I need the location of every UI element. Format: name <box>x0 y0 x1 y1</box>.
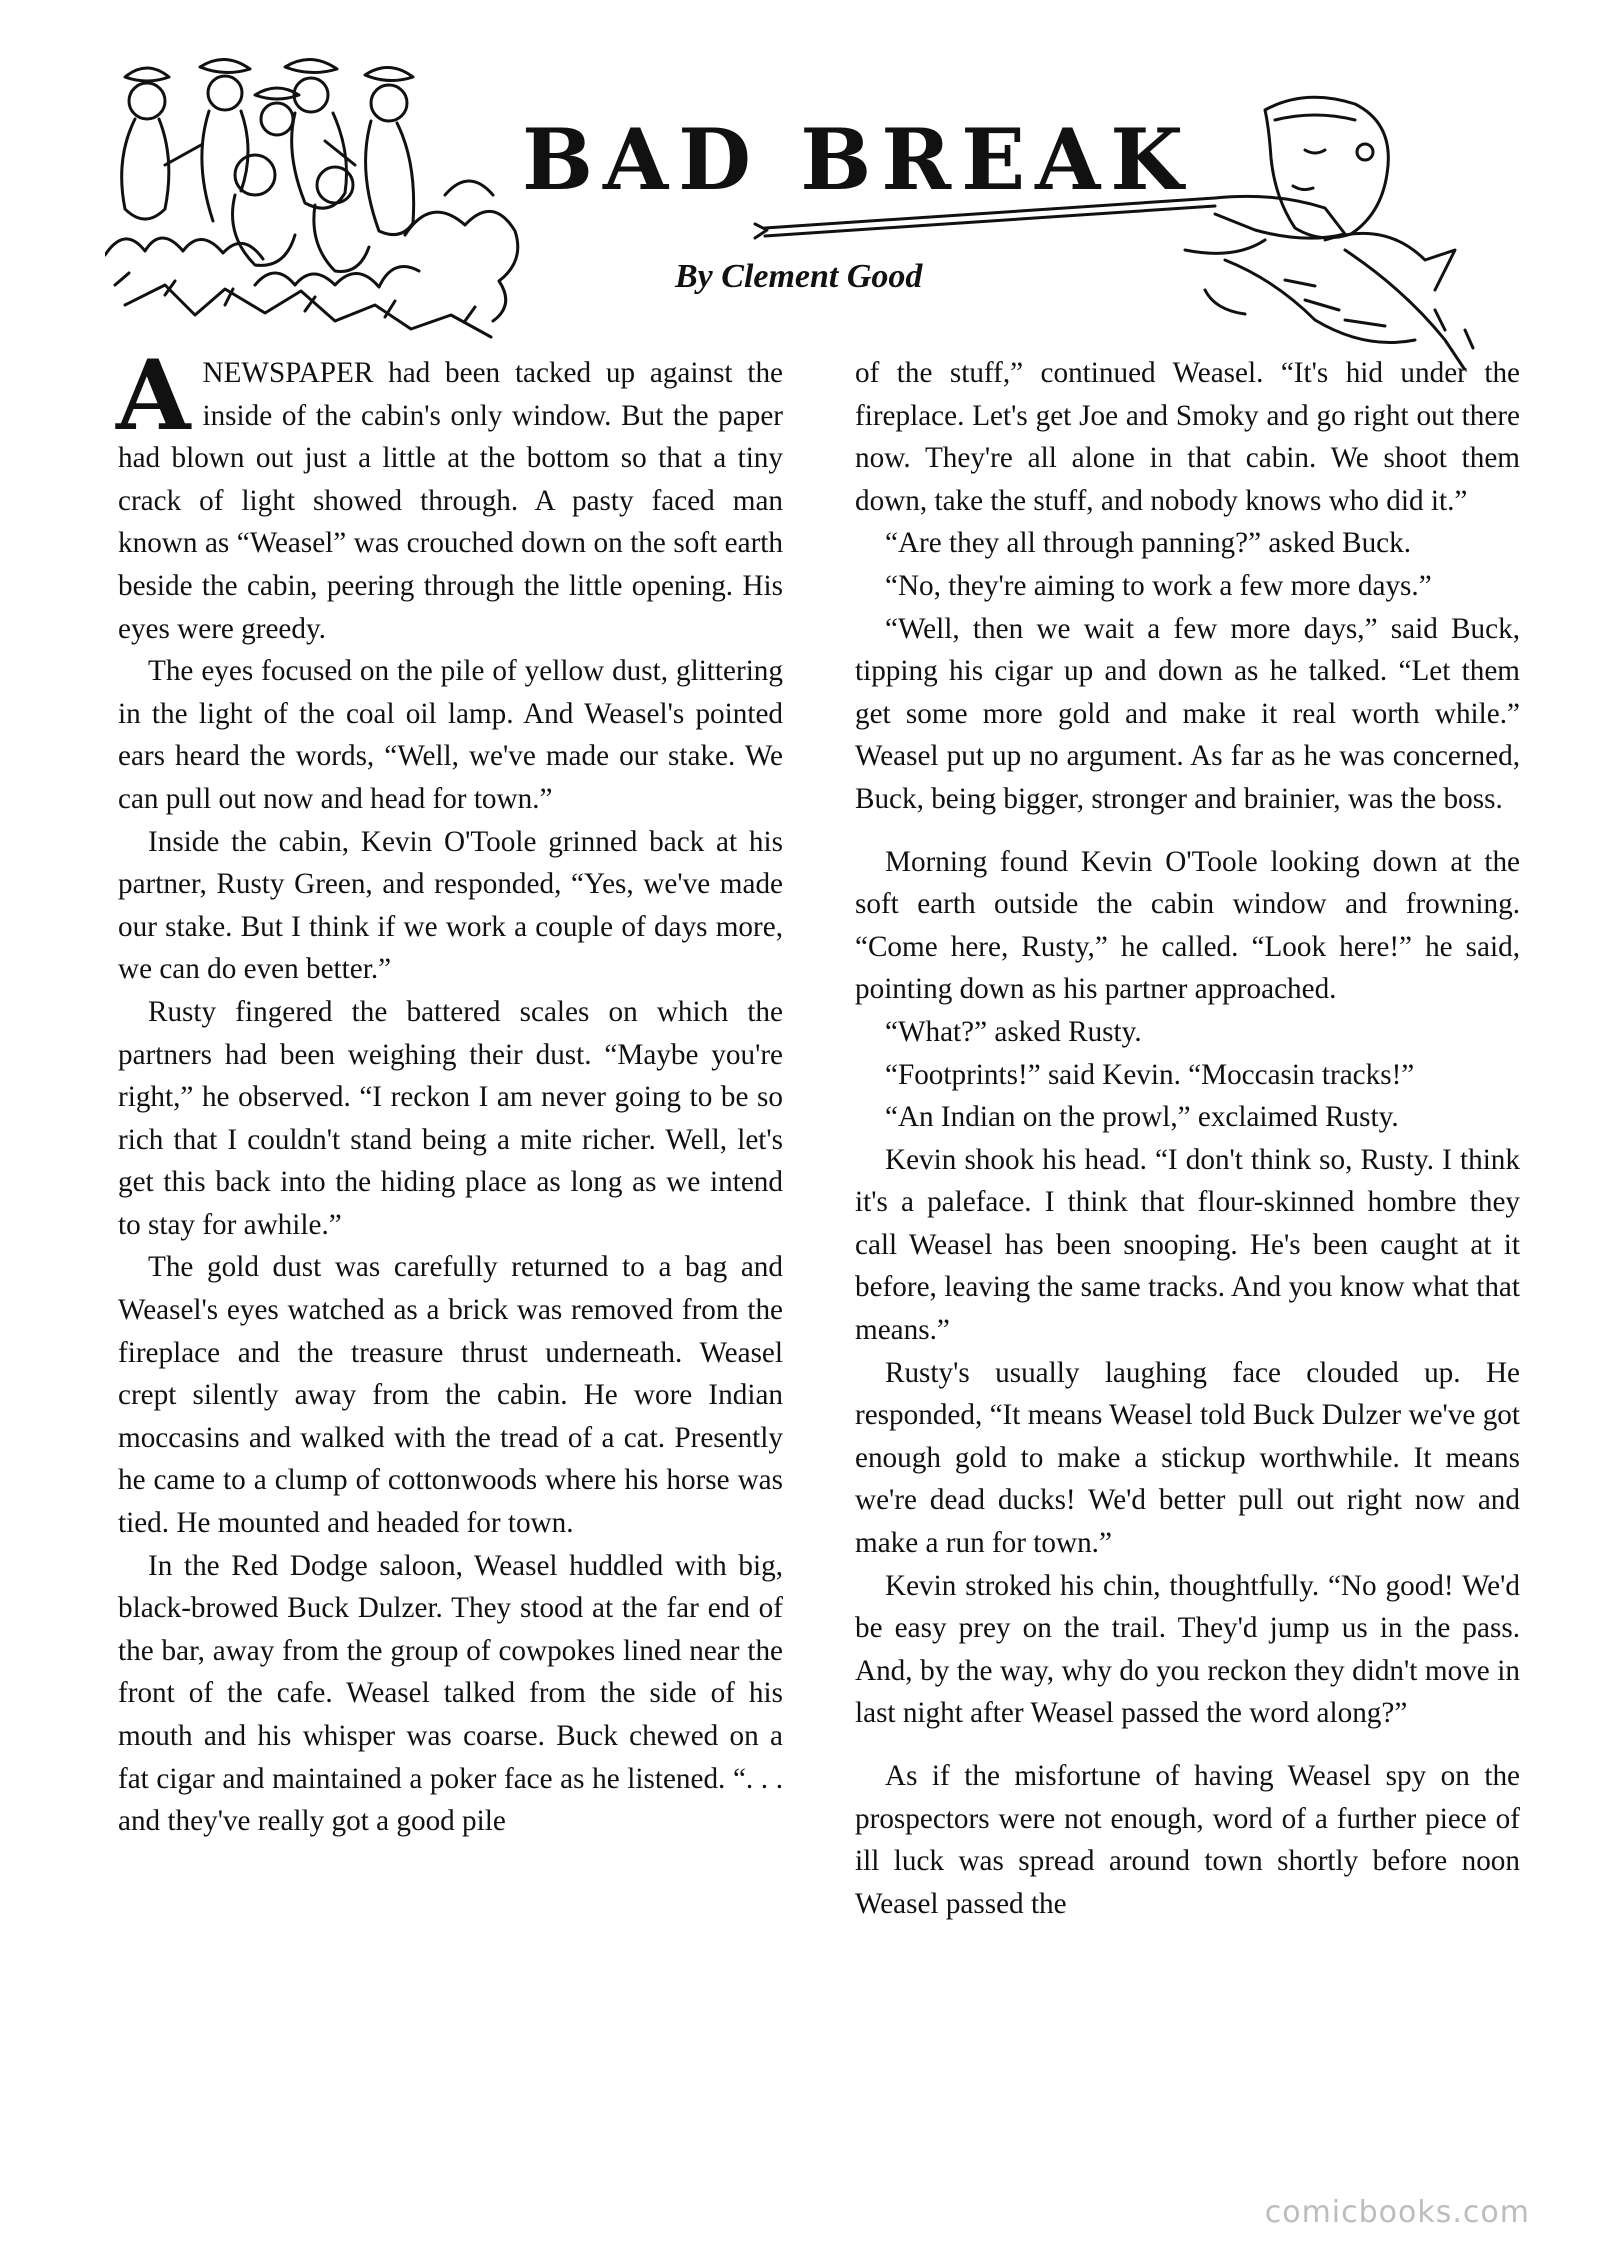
paragraph-18: As if the misfortune of having Weasel spy on the prospectors were not enough, word of a further piece of ill luck was spread around town shortly before noon Weasel passed the <box>855 1760 1520 1920</box>
paragraph-2: The eyes focused on the pile of yellow dust, glittering in the light of the coal oil lamp. And Weasel's pointed ears heard the words, “Well, we've made our stake. We can pull out now and head for town.” <box>118 655 783 815</box>
paragraph-6: In the Red Dodge saloon, Weasel huddled with big, black-browed Buck Dulzer. They stood at the far end of the bar, away from the group of cowpokes lined near the front of the cafe. Weasel talked from the side of his mouth and his whisper was coarse. Buck chewed on a fat cigar and maintained a poker face as he listened. “. . . and they've really got a good pile <box>118 1549 783 1838</box>
drop-cap: A <box>116 339 191 452</box>
paragraph-4: Rusty fingered the battered scales on which the partners had been weighing their dust. “Maybe you're right,” he observed. “I reckon I am never going to be so rich that I couldn't stand being a mite richer. Well, let's get this back into the hiding place as long as we intend to stay for awhile.” <box>118 995 783 1241</box>
paragraph-3: Inside the cabin, Kevin O'Toole grinned back at his partner, Rusty Green, and responded, “Yes, we've made our stake. But I think if we work a couple of days more, we can do even better.” <box>118 825 783 986</box>
paragraph-17: Kevin stroked his chin, thoughtfully. “No good! We'd be easy prey on the trail. They'd jump us in the pass. And, by the way, why do you reckon they didn't move in last night after Weasel passed the word along?” <box>855 1569 1520 1730</box>
paragraph-13: “Footprints!” said Kevin. “Moccasin tracks!” <box>885 1058 1415 1091</box>
right-column <box>855 352 1520 1925</box>
paragraph-15: Kevin shook his head. “I don't think so, Rusty. I think it's a paleface. I think that flour-skinned hombre they call Weasel has been snooping. He's been caught at it before, leaving the same tracks. And you know what that means.” <box>855 1143 1520 1347</box>
paragraph-14: “An Indian on the prowl,” exclaimed Rusty. <box>885 1101 1399 1134</box>
rifleman-illustration <box>745 90 1515 370</box>
paragraph-1: ANEWSPAPER had been tacked up against the inside of the cabin's only window. But the paper had blown out just a little at the bottom so that a tiny crack of light showed through. A pasty faced man known as “Weasel” was crouched down on the soft earth beside the cabin, peering through the little opening. His eyes were greedy. <box>116 339 783 645</box>
paragraph-8: “Are they all through panning?” asked Buck. <box>885 527 1412 560</box>
paragraph-12: “What?” asked Rusty. <box>885 1015 1142 1048</box>
paragraph-10: “Well, then we wait a few more days,” said Buck, tipping his cigar up and down as he talked. “Let them get some more gold and make it real worth while.” Weasel put up no argument. As far as he was concerned, Buck, being bigger, stronger and brainier, was the boss. <box>855 612 1520 815</box>
site-watermark: comicbooks.com <box>1264 2195 1530 2230</box>
paragraph-9: “No, they're aiming to work a few more days.” <box>885 569 1432 602</box>
paragraph-5: The gold dust was carefully returned to a bag and Weasel's eyes watched as a brick was removed from the fireplace and the treasure thrust underneath. Weasel crept silently away from the cabin. He wore Indian moccasins and walked with the tread of a cat. Presently he came to a clump of cottonwoods where his horse was tied. He mounted and headed for town. <box>118 1251 783 1540</box>
paragraph-11: Morning found Kevin O'Toole looking down at the soft earth outside the cabin window and frowning. “Come here, Rusty,” he called. “Look here!” he said, pointing down as his partner approached. <box>855 845 1520 1006</box>
left-column <box>116 339 783 1843</box>
story-byline: By Clement Good <box>675 258 923 295</box>
paragraph-16: Rusty's usually laughing face clouded up. He responded, “It means Weasel told Buck Dulzer we've got enough gold to make a stickup worthwhile. It means we're dead ducks! We'd better pull out right now and make a run for town.” <box>855 1356 1520 1560</box>
story-title: BAD BREAK <box>522 110 1194 209</box>
paragraph-7: of the stuff,” continued Weasel. “It's hid under the fireplace. Let's get Joe and Smoky and go right out there now. They're all alone in that cabin. We shoot them down, take the stuff, and nobody knows who did it.” <box>855 357 1520 517</box>
